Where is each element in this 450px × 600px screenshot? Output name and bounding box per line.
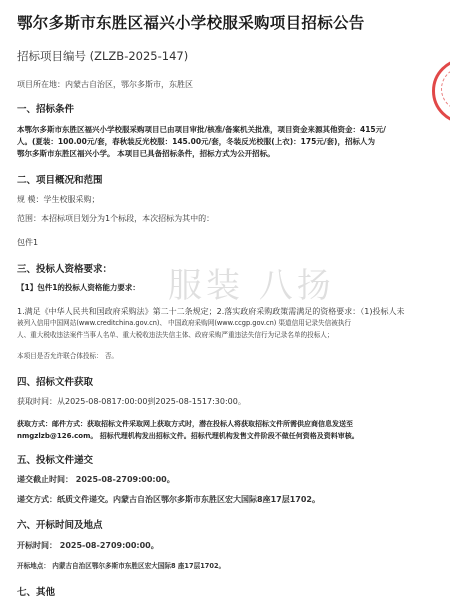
opening-time: 开标时间： 2025-08-2709:00:00。 [17, 541, 159, 550]
project-location: 项目所在地：内蒙古自治区，鄂尔多斯市，东胜区 [17, 80, 193, 89]
submit-method: 递交方式：纸质文件递交。内蒙古自治区鄂尔多斯市东胜区宏大国际8座17层1702。 [17, 495, 320, 504]
section-heading-other: 七、其他 [17, 587, 56, 598]
section-heading-conditions: 一、招标条件 [17, 104, 75, 115]
submit-deadline: 递交截止时间： 2025-08-2709:00:00。 [17, 475, 175, 484]
overview-scope: 范围：本招标项目划分为1个标段，本次招标为其中的： [17, 214, 215, 223]
obtain-method-2: nmgzlzb@126.com。 招标代理机构发出招标文件。招标代理机构发售文件阶段不做任何资格及资料审核。 [17, 432, 359, 440]
section-heading-qualification: 三、投标人资格要求： [17, 264, 113, 275]
qualification-consortium: 本项目是否允许联合体投标： 否。 [17, 352, 119, 360]
obtain-method-1: 获取方式：邮件方式：获取招标文件采取网上获取方式时，潜在投标人将获取招标文件所需供应商信息发送至 [17, 420, 353, 428]
qualification-req-2: 被列入信用中国网站(www.creditchina.gov.cn)、 中国政府采购网(www.ccgp.gov.cn) 渠道信用记录失信被执行 [17, 319, 351, 327]
section-heading-overview: 二、项目概况和范围 [17, 175, 103, 186]
qualification-req-1: 1.满足《中华人民共和国政府采购法》第二十二条规定；2.落实政府采购政策需满足的资格要求：（1)投标人未 [17, 307, 405, 316]
overview-package: 包件1 [17, 238, 39, 247]
conditions-line-2: 人。(夏装：100.00元/套，春秋装反光校服：145.00元/套，冬装反光校服(上衣)：175元/套)，招标人为 [17, 137, 375, 146]
page-title: 鄂尔多斯市东胜区福兴小学校服采购项目招标公告 [17, 14, 365, 32]
overview-scale: 规 模：学生校服采购； [17, 195, 100, 204]
section-heading-obtain: 四、招标文件获取 [17, 377, 94, 388]
watermark: 服装 八扬 [168, 266, 335, 306]
conditions-line-3: 鄂尔多斯市东胜区福兴小学。 本项目已具备招标条件，招标方式为公开招标。 [17, 149, 275, 158]
section-heading-opening: 六、开标时间及地点 [17, 520, 103, 531]
qualification-package: 【1】包件1的投标人资格能力要求： [17, 283, 140, 292]
opening-place: 开标地点： 内蒙古自治区鄂尔多斯市东胜区宏大国际8 座17层1702。 [17, 562, 226, 570]
project-number: 招标项目编号 (ZLZB-2025-147) [17, 49, 189, 63]
obtain-time: 获取时间：从2025-08-0817:00:00到2025-08-1517:30:00。 [17, 397, 246, 406]
official-seal-icon [432, 58, 450, 124]
section-heading-submit: 五、投标文件递交 [17, 455, 94, 466]
qualification-req-3: 人、重大税收违法案件当事人名单、重大税收违法失信主体、政府采购严重违法失信行为记录名单的投标人； [17, 331, 334, 339]
conditions-line-1: 本鄂尔多斯市东胜区福兴小学校服采购项目已由项目审批/核准/备案机关批准，项目资金来源其他资金：415元/ [17, 125, 386, 134]
seal-inner-ring [441, 67, 450, 111]
